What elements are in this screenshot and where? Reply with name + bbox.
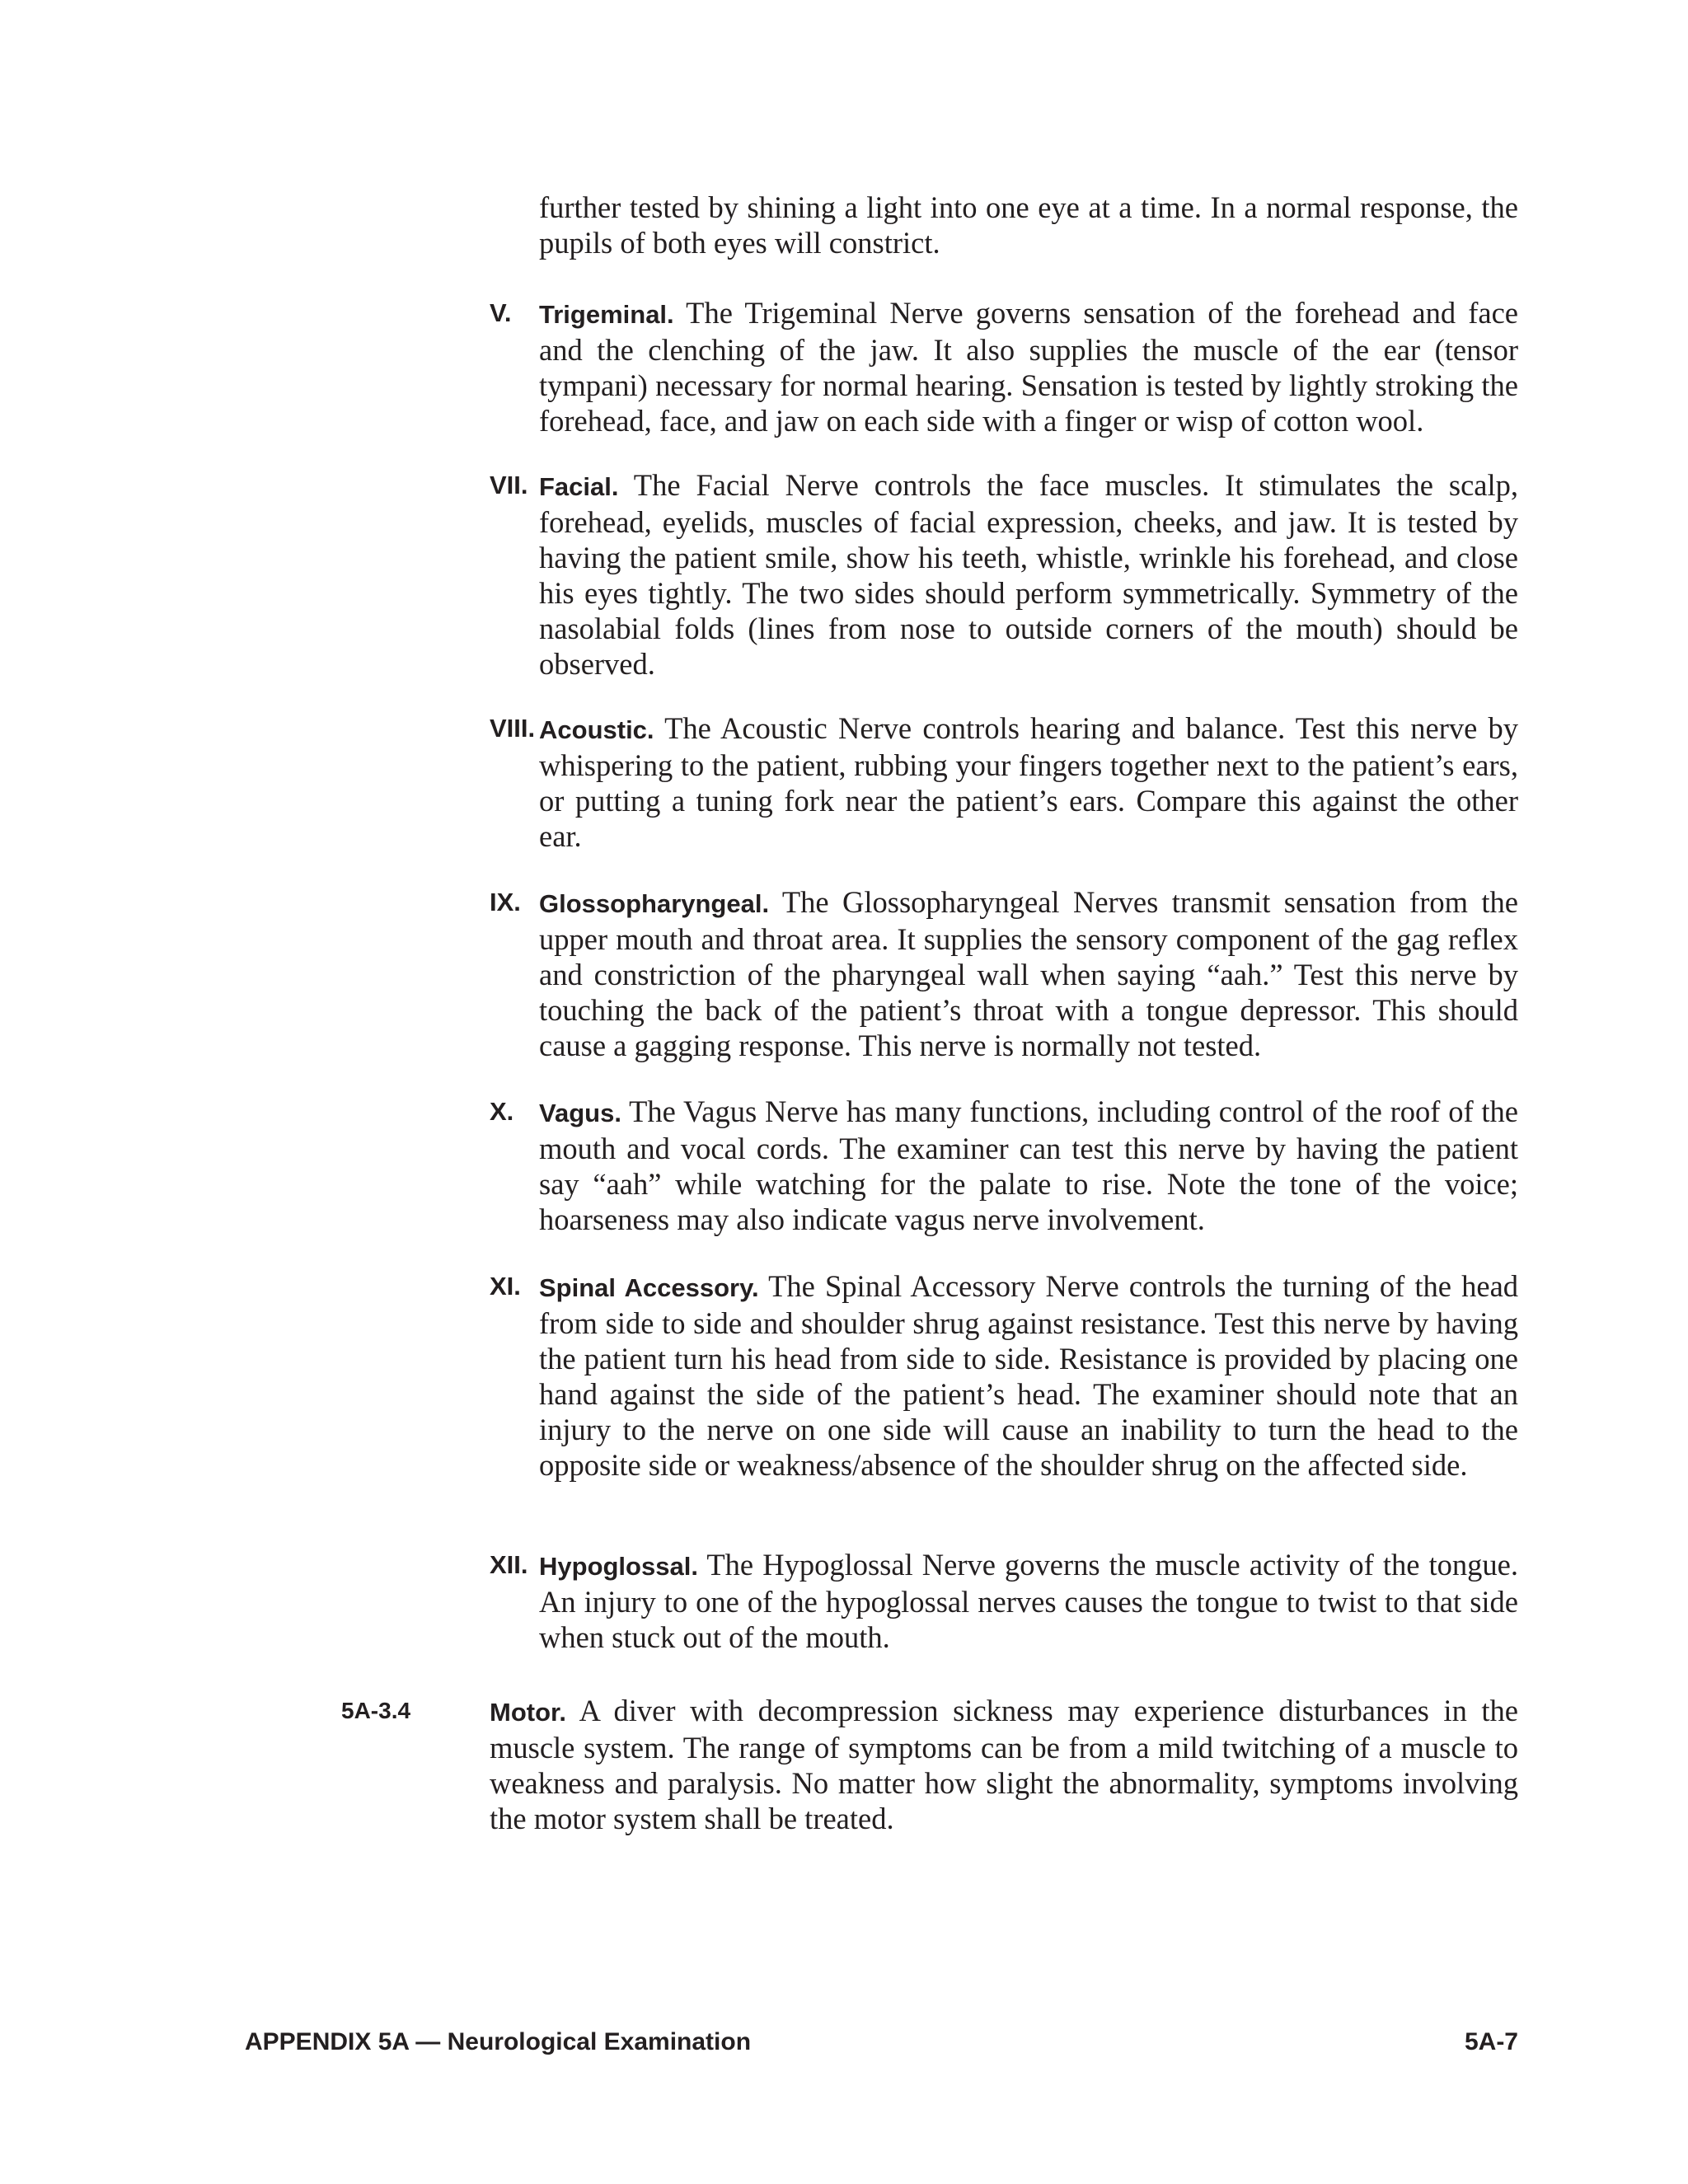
nerve-term: Glossopharyngeal. bbox=[539, 889, 770, 918]
nerve-body bbox=[539, 1268, 1518, 1483]
nerve-description: The Vagus Nerve has many functions, including control of the roof of the mouth and vocal cords. The examiner can test this nerve by having the patient say “aah” while watching for the palate to rise. Note the tone of the voice; hoarseness may also indicate vagus nerve involvement. bbox=[539, 1094, 1519, 1236]
nerve-number: VII. bbox=[490, 471, 528, 499]
nerve-number: V. bbox=[490, 298, 512, 327]
nerve-term: Vagus. bbox=[539, 1099, 621, 1127]
nerve-item-facial bbox=[490, 467, 1518, 682]
nerve-description: The Trigeminal Nerve governs sensation of the forehead and face and the clenching of the jaw. It also supplies the muscle of the ear (tensor tympani) necessary for normal hearing. Sensation is tested by lightly stroking the forehead, face, and jaw on each side with a finger or wisp of cotton wool. bbox=[539, 296, 1518, 438]
nerve-description: The Hypoglossal Nerve governs the muscle activity of the tongue. An injury to one of the hypoglossal nerves causes the tongue to twist to that side when stuck out of the mouth. bbox=[539, 1548, 1518, 1654]
nerve-body bbox=[539, 710, 1518, 854]
nerve-term: Facial. bbox=[539, 472, 619, 501]
nerve-number: IX. bbox=[490, 888, 521, 916]
nerve-number: XII. bbox=[490, 1550, 528, 1579]
page-number: 5A-7 bbox=[1464, 2028, 1518, 2055]
nerve-term: Hypoglossal. bbox=[539, 1552, 698, 1581]
nerve-term: Acoustic. bbox=[539, 715, 654, 744]
nerve-item-vagus bbox=[490, 1094, 1518, 1237]
section-motor bbox=[490, 1693, 1518, 1836]
section-number: 5A-3.4 bbox=[341, 1698, 411, 1723]
nerve-description: The Spinal Accessory Nerve controls the turning of the head from side to side and shoulder shrug against resistance. Test this nerve by having the patient turn his head from side to side. Resistance is provided by placing one hand against the side of the patient’s head. The examiner should note that an injury to the nerve on one side will cause an inability to turn the head to the opposite side or weakness/absence of the shoulder shrug on the affected side. bbox=[539, 1269, 1519, 1482]
nerve-item-hypoglossal bbox=[490, 1547, 1518, 1655]
nerve-body bbox=[539, 467, 1518, 682]
nerve-term: Spinal Accessory. bbox=[539, 1273, 759, 1302]
footer-title: APPENDIX 5A — Neurological Examination bbox=[245, 2028, 752, 2055]
section-term: Motor. bbox=[490, 1698, 566, 1727]
nerve-number: VIII. bbox=[490, 714, 536, 743]
nerve-description: The Acoustic Nerve controls hearing and balance. Test this nerve by whispering to the patient, rubbing your fingers together next to the patient’s ears, or putting a tuning fork near the patient’s ears. Compare this against the other ear. bbox=[539, 711, 1518, 853]
section-description: A diver with decompression sickness may experience disturbances in the muscle system. The range of symptoms can be from a mild twitching of a muscle to weakness and paralysis. No matter how slight the abnormality, symptoms involving the motor system shall be treated. bbox=[490, 1694, 1518, 1835]
nerve-item-spinal-accessory bbox=[490, 1268, 1518, 1483]
nerve-body bbox=[539, 295, 1518, 438]
nerve-description: The Facial Nerve controls the face muscles. It stimulates the scalp, forehead, eyelids, muscles of facial expression, cheeks, and jaw. It is tested by having the patient smile, show his teeth, whistle, wrinkle his forehead, and close his eyes tightly. The two sides should perform symmetrically. Symmetry of the nasolabial folds (lines from nose to outside corners of the mouth) should be observed. bbox=[539, 468, 1518, 681]
nerve-body bbox=[539, 1547, 1518, 1655]
nerve-description: The Glossopharyngeal Nerves transmit sensation from the upper mouth and throat area. It supplies the sensory component of the gag reflex and constriction of the pharyngeal wall when saying “aah.” Test this nerve by touching the back of the patient’s throat with a tongue depressor. This should cause a gagging response. This nerve is normally not tested. bbox=[539, 885, 1518, 1062]
nerve-item-glossopharyngeal bbox=[490, 884, 1518, 1063]
nerve-item-trigeminal bbox=[490, 295, 1518, 438]
nerve-body bbox=[539, 884, 1518, 1063]
nerve-number: X. bbox=[490, 1097, 514, 1126]
nerve-body bbox=[539, 1094, 1518, 1237]
nerve-number: XI. bbox=[490, 1272, 521, 1301]
nerve-item-acoustic bbox=[490, 710, 1518, 854]
nerve-term: Trigeminal. bbox=[539, 300, 674, 329]
continuation-paragraph: further tested by shining a light into one eye at a time. In a normal response, the pupils of both eyes will constrict. bbox=[539, 190, 1518, 260]
